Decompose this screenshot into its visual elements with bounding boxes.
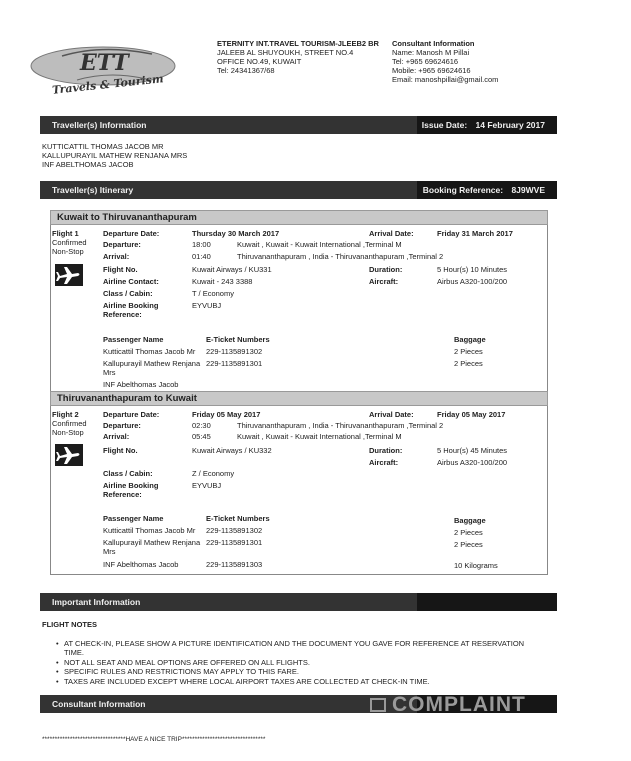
departure-label: Departure: (103, 240, 141, 249)
flight-1-stops: Non-Stop (52, 247, 84, 256)
flight-note: NOT ALL SEAT AND MEAL OPTIONS ARE OFFERED ON ALL FLIGHTS. (64, 658, 310, 667)
agency-tel: Tel: 24341367/68 (217, 66, 275, 75)
flight-no-label: Flight No. (103, 446, 138, 455)
flight-note: SPECIFIC RULES AND RESTRICTIONS MAY APPLY TO THIS FARE. (64, 667, 299, 676)
flight-note: AT CHECK-IN, PLEASE SHOW A PICTURE IDENTIFICATION AND THE DOCUMENT YOU GAVE FOR REFERENCE AT RESERVATION (64, 639, 525, 648)
airline-contact: Kuwait - 243 3388 (192, 277, 253, 286)
airline-booking-label-2: Reference: (103, 490, 142, 499)
flight-note-cont: TIME. (64, 648, 84, 657)
baggage-value: 2 Pieces (454, 540, 483, 549)
departure-time: 02:30 (192, 421, 211, 430)
booking-reference: Booking Reference: 8J9WVE (422, 185, 545, 195)
flight-2-label: Flight 2 (52, 410, 79, 419)
airline-booking-ref: EYVUBJ (192, 481, 222, 490)
flight-no: Kuwait Airways / KU331 (192, 265, 272, 274)
airline-booking-ref: EYVUBJ (192, 301, 222, 310)
itinerary-bar (40, 181, 557, 199)
traveller-name: KUTTICATTIL THOMAS JACOB MR (42, 142, 164, 151)
ticket-number: 229-1135891301 (206, 359, 263, 368)
duration: 5 Hour(s) 45 Minutes (437, 446, 508, 455)
arrival-date: Friday 31 March 2017 (437, 229, 513, 238)
baggage-header: Baggage (454, 516, 486, 525)
flight-2-route: Thiruvananthapuram to Kuwait (57, 393, 197, 404)
logo-brand-text: ETT (80, 50, 129, 76)
arrival-date-label: Arrival Date: (369, 229, 414, 238)
watermark: COMPLAINT (370, 694, 526, 716)
itinerary-title: Traveller(s) Itinerary (52, 185, 134, 195)
passenger-name-cont: Mrs (103, 547, 116, 556)
baggage-value: 10 Kilograms (454, 561, 498, 570)
class-value: Z / Economy (192, 469, 235, 478)
issue-date: Issue Date: 14 February 2017 (421, 120, 545, 130)
traveller-name: KALLUPURAYIL MATHEW RENJANA MRS (42, 151, 188, 160)
important-info-bar (40, 593, 557, 611)
departure-place: Kuwait , Kuwait - Kuwait International ,Terminal M (237, 240, 402, 249)
ticket-header: E-Ticket Numbers (206, 514, 270, 523)
flight-1-route: Kuwait to Thiruvananthapuram (57, 212, 197, 223)
class-label: Class / Cabin: (103, 469, 153, 478)
aircraft: Airbus A320-100/200 (437, 458, 508, 467)
airline-booking-label-2: Reference: (103, 310, 142, 319)
aircraft-label: Aircraft: (369, 458, 399, 467)
arrival-place: Thiruvananthapuram , India - Thiruvananthapuram ,Terminal 2 (237, 252, 444, 261)
agency-address-2: OFFICE NO.49, KUWAIT (217, 57, 302, 66)
duration-label: Duration: (369, 446, 403, 455)
consultant-block (392, 39, 498, 84)
class-label: Class / Cabin: (103, 289, 153, 298)
departure-date: Friday 05 May 2017 (192, 410, 261, 419)
baggage-value: 2 Pieces (454, 528, 483, 537)
agency-address-1: JALEEB AL SHUYOUKH, STREET NO.4 (217, 48, 354, 57)
airline-contact-label: Airline Contact: (103, 277, 159, 286)
aircraft: Airbus A320-100/200 (437, 277, 508, 286)
arrival-label: Arrival: (103, 252, 130, 261)
baggage-value: 2 Pieces (454, 347, 483, 356)
departure-date-label: Departure Date: (103, 229, 160, 238)
duration: 5 Hour(s) 10 Minutes (437, 265, 508, 274)
company-logo (22, 40, 184, 102)
passenger-name: Kutticattil Thomas Jacob Mr (103, 347, 196, 356)
flight-no: Kuwait Airways / KU332 (192, 446, 272, 455)
traveller-info-title: Traveller(s) Information (52, 120, 147, 130)
flight-2-stops: Non-Stop (52, 428, 84, 437)
footer-message: *********************************HAVE A NICE TRIP********************************* (42, 736, 266, 743)
departure-time: 18:00 (192, 240, 211, 249)
traveller-info-bar (40, 116, 557, 134)
passenger-header: Passenger Name (103, 335, 164, 344)
bullet-icon: • (56, 658, 59, 667)
flight-1-status: Confirmed (52, 238, 87, 247)
airplane-icon (55, 444, 83, 466)
departure-date-label: Departure Date: (103, 410, 160, 419)
ticket-header: E-Ticket Numbers (206, 335, 270, 344)
traveller-name: INF ABELTHOMAS JACOB (42, 160, 134, 169)
passenger-name: Kallupurayil Mathew Renjana (103, 538, 201, 547)
airline-booking-label: Airline Booking (103, 301, 159, 310)
flight-no-label: Flight No. (103, 265, 138, 274)
baggage-value: 2 Pieces (454, 359, 483, 368)
flight-1-label: Flight 1 (52, 229, 79, 238)
flight-note: TAXES ARE INCLUDED EXCEPT WHERE LOCAL AIRPORT TAXES ARE COLLECTED AT CHECK-IN TIME. (64, 677, 430, 686)
flight-1-route-bar (50, 210, 548, 225)
logo-tagline: Travels & Tourism (51, 72, 165, 97)
arrival-time: 01:40 (192, 252, 211, 261)
departure-label: Departure: (103, 421, 141, 430)
airline-booking-label: Airline Booking (103, 481, 159, 490)
ticket-number: 229-1135891302 (206, 526, 263, 535)
arrival-date: Friday 05 May 2017 (437, 410, 506, 419)
passenger-name-cont: Mrs (103, 368, 116, 377)
consultant-info-title: Consultant Information (52, 699, 146, 709)
arrival-time: 05:45 (192, 432, 211, 441)
consultant-name: Name: Manosh M Pillai (392, 48, 470, 57)
consultant-mobile: Mobile: +965 69624616 (392, 66, 471, 75)
flight-2-route-bar (50, 391, 548, 406)
class-value: T / Economy (192, 289, 234, 298)
airplane-icon (55, 264, 83, 286)
duration-label: Duration: (369, 265, 403, 274)
consultant-heading: Consultant Information (392, 39, 475, 48)
ticket-number: 229-1135891301 (206, 538, 263, 547)
passenger-name: INF Abelthomas Jacob (103, 380, 179, 389)
watermark-icon (370, 698, 386, 712)
agency-name: ETERNITY INT.TRAVEL TOURISM-JLEEB2 BR (217, 39, 379, 48)
bullet-icon: • (56, 639, 59, 648)
passenger-header: Passenger Name (103, 514, 164, 523)
agency-block (217, 39, 379, 75)
traveller-list (42, 142, 187, 169)
important-info-title: Important Information (52, 597, 141, 607)
aircraft-label: Aircraft: (369, 277, 399, 286)
ticket-number: 229-1135891302 (206, 347, 263, 356)
passenger-name: Kallupurayil Mathew Renjana (103, 359, 201, 368)
flight-2-status: Confirmed (52, 419, 87, 428)
consultant-tel: Tel: +965 69624616 (392, 57, 459, 66)
flight-notes-heading: FLIGHT NOTES (42, 620, 97, 629)
baggage-header: Baggage (454, 335, 486, 344)
arrival-label: Arrival: (103, 432, 130, 441)
passenger-name: Kutticattil Thomas Jacob Mr (103, 526, 196, 535)
departure-date: Thursday 30 March 2017 (192, 229, 280, 238)
ticket-number: 229-1135891303 (206, 560, 263, 569)
arrival-date-label: Arrival Date: (369, 410, 414, 419)
departure-place: Thiruvananthapuram , India - Thiruvananthapuram ,Terminal 2 (237, 421, 444, 430)
passenger-name: INF Abelthomas Jacob (103, 560, 179, 569)
bullet-icon: • (56, 677, 59, 686)
arrival-place: Kuwait , Kuwait - Kuwait International ,Terminal M (237, 432, 402, 441)
bullet-icon: • (56, 667, 59, 676)
consultant-email: Email: manoshpillai@gmail.com (392, 75, 499, 84)
